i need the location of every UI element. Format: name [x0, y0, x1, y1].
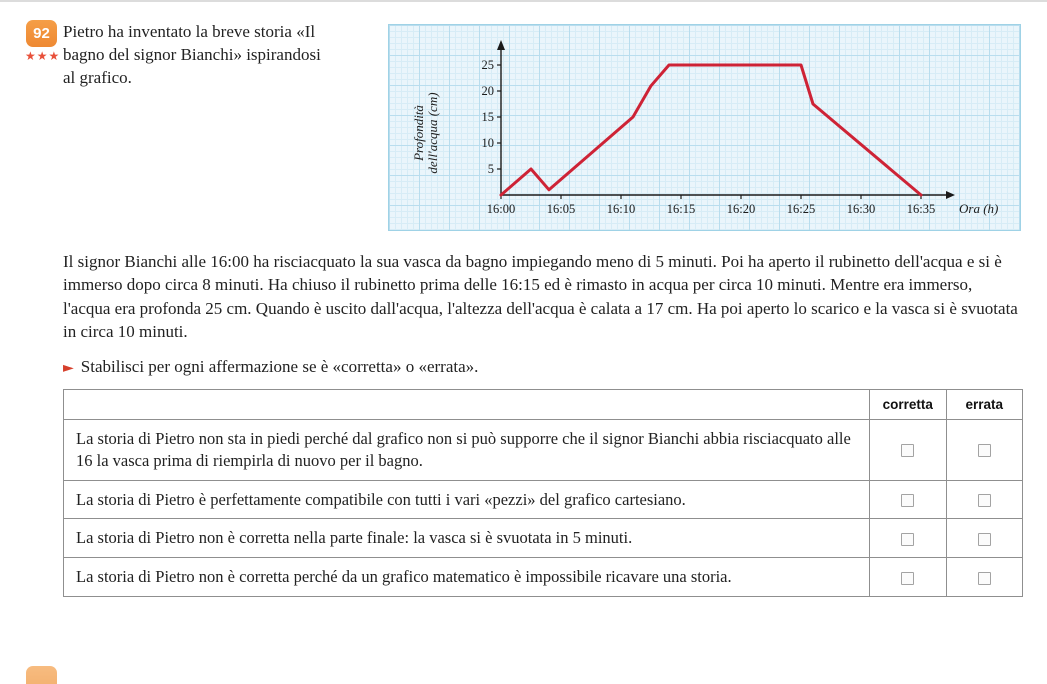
checkbox-errata-row3[interactable]	[978, 533, 991, 546]
checkbox-errata-row2[interactable]	[978, 494, 991, 507]
table-row	[64, 558, 1023, 597]
svg-text:16:35: 16:35	[906, 202, 936, 216]
svg-text:16:10: 16:10	[606, 202, 636, 216]
statement-text: La storia di Pietro è perfettamente compatibile con tutti i vari «pezzi» del grafico cartesiano.	[64, 480, 870, 519]
svg-text:15: 15	[481, 110, 494, 124]
svg-text:16:00: 16:00	[486, 202, 516, 216]
page-top-rule	[0, 0, 1047, 2]
statement-text: La storia di Pietro non è corretta perché da un grafico matematico è impossibile ricavare una storia.	[64, 558, 870, 597]
svg-text:25: 25	[481, 58, 494, 72]
svg-text:16:25: 16:25	[786, 202, 816, 216]
water-depth-chart	[388, 24, 1021, 231]
svg-text:10: 10	[481, 136, 494, 150]
table-row	[64, 420, 1023, 481]
checkbox-corretta-row1[interactable]	[901, 444, 914, 457]
difficulty-stars: ★★★	[25, 49, 61, 63]
next-exercise-badge-partial	[26, 666, 57, 684]
svg-text:Ora (h): Ora (h)	[959, 201, 999, 216]
svg-text:Profonditàdell'acqua (cm): Profonditàdell'acqua (cm)	[411, 92, 440, 174]
svg-text:16:20: 16:20	[726, 202, 756, 216]
svg-text:5: 5	[487, 162, 494, 176]
exercise-intro-text: Pietro ha inventato la breve storia «Il bagno del signor Bianchi» ispirandosi al grafico.	[63, 22, 321, 88]
statement-text: La storia di Pietro non è corretta nella parte finale: la vasca si è svuotata in 5 minuti.	[64, 519, 870, 558]
table-row	[64, 480, 1023, 519]
column-header-corretta: corretta	[869, 390, 946, 420]
task-prompt-text: Stabilisci per ogni affermazione se è «corretta» o «errata».	[80, 357, 479, 376]
table-header-row	[64, 390, 1023, 420]
task-prompt	[63, 357, 1023, 377]
svg-text:16:05: 16:05	[546, 202, 576, 216]
checkbox-errata-row4[interactable]	[978, 572, 991, 585]
svg-text:16:15: 16:15	[666, 202, 696, 216]
statements-table	[63, 389, 1023, 597]
table-row	[64, 519, 1023, 558]
prompt-arrow-icon: ►	[63, 360, 74, 376]
statement-column-header	[64, 390, 870, 420]
svg-text:16:30: 16:30	[846, 202, 876, 216]
column-header-errata: errata	[946, 390, 1022, 420]
chart-svg	[389, 25, 1020, 230]
exercise-number-badge: 92	[26, 20, 57, 47]
story-paragraph: Il signor Bianchi alle 16:00 ha risciacquato la sua vasca da bagno impiegando meno di 5 minuti. Poi ha aperto il rubinetto dell'acqua e si è immerso dopo circa 8 minuti. Ha chiuso il rubinetto prima delle 16:15 ed è rimasto in acqua per circa 10 minuti. Mentre era immerso, l'acqua era profonda 25 cm. Quando è uscito dall'acqua, l'altezza dell'acqua è calata a 17 cm. Ha poi aperto lo scarico e la vasca si è svuotata in circa 10 minuti.	[63, 252, 1018, 342]
checkbox-errata-row1[interactable]	[978, 444, 991, 457]
svg-text:20: 20	[481, 84, 494, 98]
checkbox-corretta-row2[interactable]	[901, 494, 914, 507]
statement-text: La storia di Pietro non sta in piedi perché dal grafico non si può supporre che il signor Bianchi abbia risciacquato alle 16 la vasca prima di riempirla di nuovo per il bagno.	[64, 420, 870, 481]
checkbox-corretta-row4[interactable]	[901, 572, 914, 585]
checkbox-corretta-row3[interactable]	[901, 533, 914, 546]
